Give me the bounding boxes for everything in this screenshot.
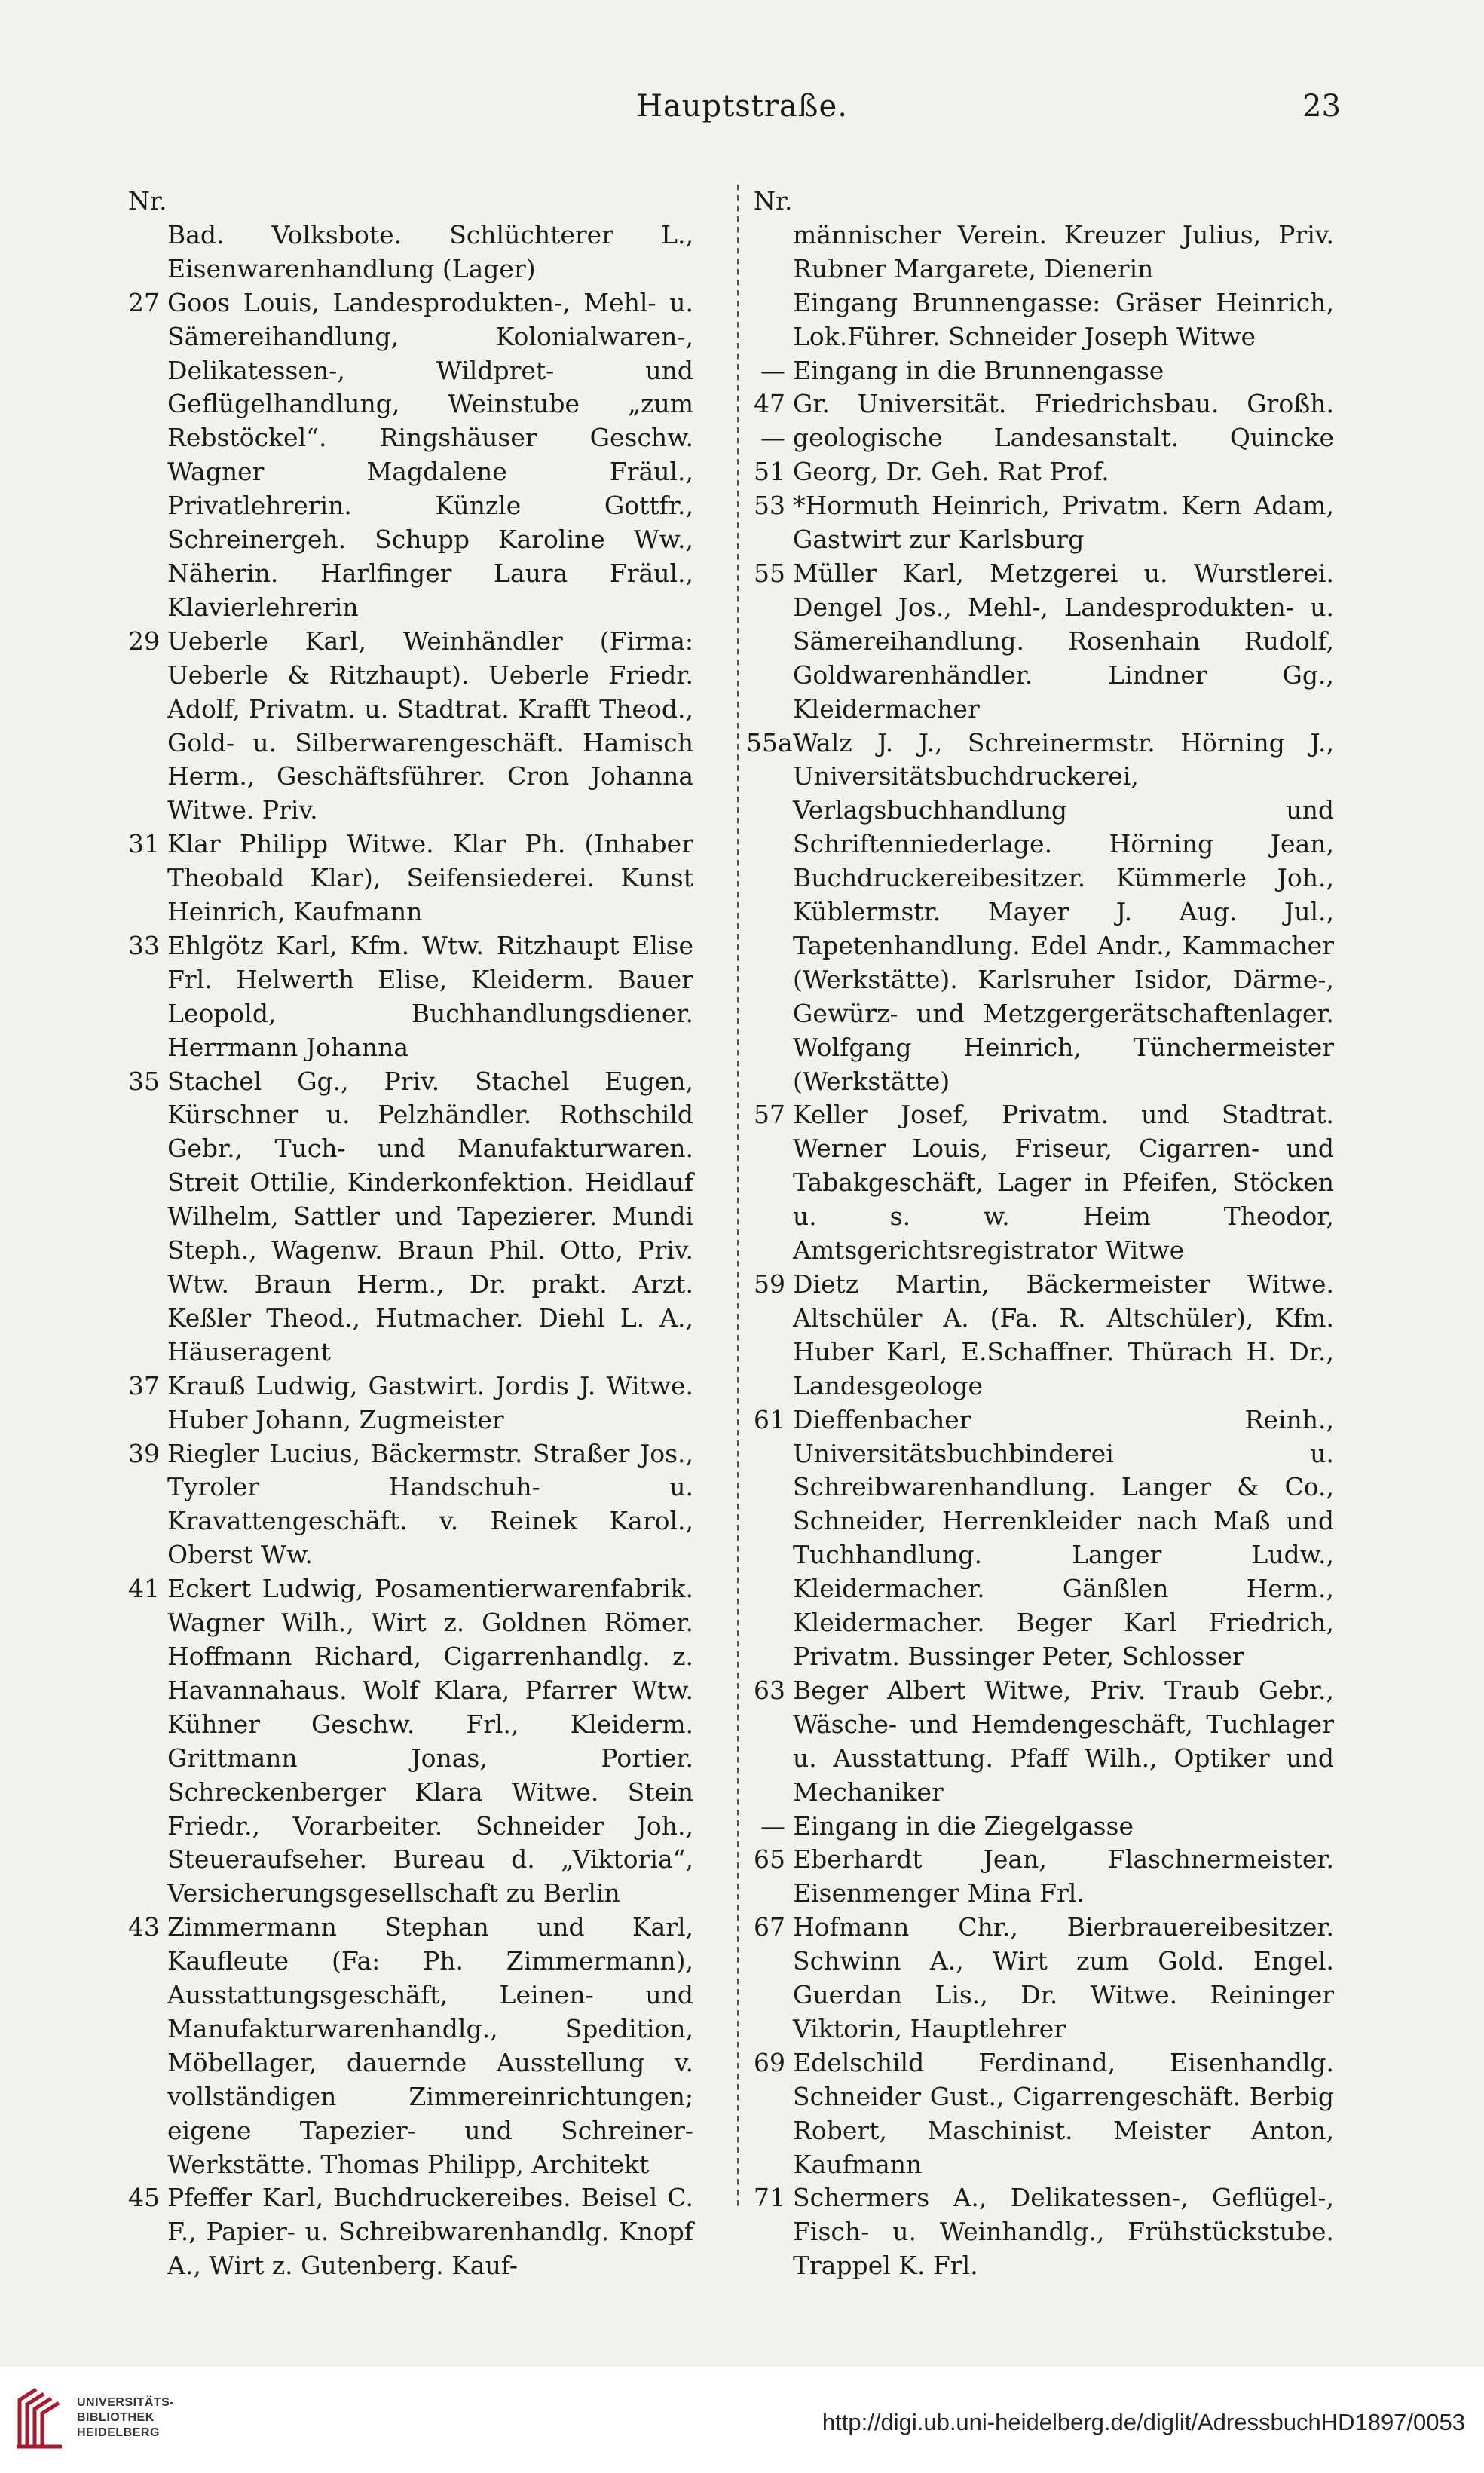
address-entry: [746, 219, 1334, 286]
column-divider: [737, 185, 739, 2208]
address-entry: [746, 387, 1334, 489]
resident-list: Eckert Ludwig, Posamentierwarenfabrik. Wagner Wilh., Wirt z. Goldnen Römer. Hoffmann Richard, Cigarrenhandlg. z. Havannahaus. Wolf Klara, Pfarrer Wtw. Kühner Geschw. Frl., Kleiderm. Grittmann Jonas, Portier. Schreckenberger Klara Witwe. Stein Friedr., Vorarbeiter. Schneider Joh., Steueraufseher. Bureau d. „Viktoria“, Versicherungsgesellschaft zu Berlin: [167, 1574, 693, 1908]
address-entry: [746, 1843, 1334, 1911]
library-name-line: UNIVERSITÄTS-: [77, 2396, 175, 2409]
resident-list: Beger Albert Witwe, Priv. Traub Gebr., Wäsche- und Hemdengeschäft, Tuchlager u. Ausstattung. Pfaff Wilh., Optiker und Mechaniker: [793, 1675, 1334, 1807]
resident-list: Gr. Universität. Friedrichsbau. Großh. geologische Landesanstalt. Quincke Georg, Dr. Geh. Rat Prof.: [793, 389, 1334, 487]
column-heading: Nr.: [754, 186, 793, 216]
address-entry: [746, 727, 1334, 1099]
address-entry: [746, 1674, 1334, 1810]
house-number: 69: [754, 2047, 785, 2077]
resident-list: Ehlgötz Karl, Kfm. Wtw. Ritzhaupt Elise Frl. Helwerth Elise, Kleiderm. Bauer Leopold, Buchhandlungsdiener. Herrmann Johanna: [167, 930, 693, 1062]
house-number: 59: [754, 1269, 785, 1299]
address-entry: [746, 354, 1334, 388]
house-number: —: [760, 355, 785, 385]
address-entry: [121, 828, 693, 929]
house-number: 57: [754, 1100, 785, 1130]
house-number: —: [760, 1810, 785, 1841]
house-number: 47—51: [754, 389, 785, 487]
resident-list: Müller Karl, Metzgerei u. Wurstlerei. Dengel Jos., Mehl-, Landesprodukten- u. Sämereihandlung. Rosenhain Rudolf, Goldwarenhändler. Lindner Gg., Kleidermacher: [793, 558, 1334, 724]
resident-list: Walz J. J., Schreinermstr. Hörning J., Universitätsbuchdruckerei, Verlagsbuchhandlung und Schriftenniederlage. Hörning Jean, Buchdruckereibesitzer. Kümmerle Joh., Küblermstr. Mayer J. Aug. Jul., Tapetenhandlung. Edel Andr., Kammacher (Werkstätte). Karlsruher Isidor, Därme-, Gewürz- und Metzgergerätschaftenlager. Wolfgang Heinrich, Tünchermeister (Werkstätte): [793, 727, 1334, 1096]
address-entry: [746, 2046, 1334, 2182]
resident-list: Dietz Martin, Bäckermeister Witwe. Altschüler A. (Fa. R. Altschüler), Kfm. Huber Karl, E.Schaffner. Thürach H. Dr., Landesgeologe: [793, 1269, 1334, 1400]
house-number: 27: [128, 287, 160, 317]
address-entry: [121, 286, 693, 625]
resident-list: männischer Verein. Kreuzer Julius, Priv. Rubner Margarete, Dienerin: [793, 219, 1334, 283]
left-column: [121, 185, 693, 2283]
source-url-link[interactable]: http://digi.ub.uni-heidelberg.de/diglit/AdressbuchHD1897/0053: [822, 2409, 1465, 2435]
house-number: 45: [128, 2183, 160, 2213]
house-number: 67: [754, 1912, 785, 1942]
address-entry: [746, 1810, 1334, 1844]
address-entry: [121, 1065, 693, 1370]
resident-list: Riegler Lucius, Bäckermstr. Straßer Jos., Tyroler Handschuh- u. Kravattengeschäft. v. Reinek Karol., Oberst Ww.: [167, 1438, 693, 1570]
resident-list: Goos Louis, Landesprodukten-, Mehl- u. Sämereihandlung, Kolonialwaren-, Delikatessen-, Wildpret- und Geflügelhandlung, Weinstube „zum Rebstöckel“. Ringshäuser Geschw. Wagner Magdalene Fräul., Privatlehrerin. Künzle Gottfr., Schreinergeh. Schupp Karoline Ww., Näherin. Harlfinger Laura Fräul., Klavierlehrerin: [167, 287, 693, 622]
address-entry: [121, 625, 693, 828]
address-entry: [121, 1370, 693, 1437]
house-number: 53: [754, 491, 785, 521]
resident-list: Eberhardt Jean, Flaschnermeister. Eisenmenger Mina Frl.: [793, 1844, 1334, 1908]
house-number: 63: [754, 1675, 785, 1705]
address-entry: [746, 557, 1334, 727]
resident-list: Edelschild Ferdinand, Eisenhandlg. Schneider Gust., Cigarrengeschäft. Berbig Robert, Maschinist. Meister Anton, Kaufmann: [793, 2047, 1334, 2179]
address-entry: [746, 1268, 1334, 1403]
address-entry: [121, 1437, 693, 1573]
address-entry: [121, 1911, 693, 2181]
address-entry: [746, 2181, 1334, 2283]
house-number: 33: [128, 930, 160, 960]
resident-list: *Hormuth Heinrich, Privatm. Kern Adam, Gastwirt zur Karlsburg: [793, 491, 1334, 555]
library-name-line: HEIDELBERG: [77, 2426, 160, 2439]
resident-list: Dieffenbacher Reinh., Universitätsbuchbinderei u. Schreibwarenhandlung. Langer & Co., Schneider, Herrenkleider nach Maß und Tuchhandlung. Langer Ludw., Kleidermacher. Gänßlen Herm., Kleidermacher. Beger Karl Friedrich, Privatm. Bussinger Peter, Schlosser: [793, 1404, 1334, 1671]
address-entry: [121, 2181, 693, 2283]
address-entry: [746, 1403, 1334, 1674]
house-number: 43: [128, 1912, 160, 1942]
address-entry: [121, 1572, 693, 1911]
house-number: 55a: [746, 727, 793, 758]
resident-list: Eingang Brunnengasse: Gräser Heinrich, Lok.Führer. Schneider Joseph Witwe: [793, 287, 1334, 351]
house-number: 65: [754, 1844, 785, 1875]
house-number: 61: [754, 1404, 785, 1434]
resident-list: Stachel Gg., Priv. Stachel Eugen, Kürschner u. Pelzhändler. Rothschild Gebr., Tuch- und Manufakturwaren. Streit Ottilie, Kinderkonfektion. Heidlauf Wilhelm, Sattler und Tapezierer. Mundi Steph., Wagenw. Braun Phil. Otto, Priv. Wtw. Braun Herm., Dr. prakt. Arzt. Keßler Theod., Hutmacher. Diehl L. A., Häuseragent: [167, 1066, 693, 1367]
footer-bar: [0, 2367, 1484, 2473]
resident-list: Hofmann Chr., Bierbrauereibesitzer. Schwinn A., Wirt zum Gold. Engel. Guerdan Lis., Dr. Witwe. Reininger Viktorin, Hauptlehrer: [793, 1912, 1334, 2043]
address-entry: [746, 1098, 1334, 1268]
address-entry: [121, 219, 693, 286]
resident-list: Eingang in die Brunnengasse: [793, 355, 1164, 385]
house-number: 71: [754, 2183, 785, 2213]
street-title: Hauptstraße.: [636, 89, 848, 124]
resident-list: Klar Philipp Witwe. Klar Ph. (Inhaber Theobald Klar), Seifensiederei. Kunst Heinrich, Kaufmann: [167, 829, 693, 927]
library-logo[interactable]: [14, 2382, 210, 2457]
library-name: [77, 2395, 174, 2441]
resident-list: Schermers A., Delikatessen-, Geflügel-, Fisch- u. Weinhandlg., Frühstückstube. Trappel K. Frl.: [793, 2183, 1334, 2281]
house-number: 35: [128, 1066, 160, 1096]
page-number: 23: [1302, 89, 1341, 124]
house-number: 31: [128, 829, 160, 859]
address-entry: [746, 1911, 1334, 2046]
column-heading: Nr.: [128, 186, 167, 216]
house-number: 29: [128, 626, 160, 656]
resident-list: Zimmermann Stephan und Karl, Kaufleute (Fa: Ph. Zimmermann), Ausstattungsgeschäft, Leinen- und Manufakturwarenhandlg., Spedition, Möbellager, dauernde Ausstellung v. vollständigen Zimmereinrichtungen; eigene Tapezier- und Schreiner-Werkstätte. Thomas Philipp, Architekt: [167, 1912, 693, 2179]
right-column: [746, 185, 1334, 2283]
address-entry: [121, 929, 693, 1065]
resident-list: Eingang in die Ziegelgasse: [793, 1810, 1134, 1841]
resident-list: Pfeffer Karl, Buchdruckereibes. Beisel C. F., Papier- u. Schreibwarenhandlg. Knopf A., Wirt z. Gutenberg. Kauf-: [167, 2183, 693, 2281]
address-entry: [746, 286, 1334, 354]
page-header: [0, 89, 1484, 134]
resident-list: Bad. Volksbote. Schlüchterer L., Eisenwarenhandlung (Lager): [167, 219, 693, 283]
house-number: 37: [128, 1370, 160, 1400]
house-number: 39: [128, 1438, 160, 1468]
house-number: 41: [128, 1574, 160, 1604]
resident-list: Keller Josef, Privatm. und Stadtrat. Werner Louis, Friseur, Cigarren- und Tabakgeschäft, Lager in Pfeifen, Stöcken u. s. w. Heim Theodor, Amtsgerichtsregistrator Witwe: [793, 1100, 1334, 1266]
address-entry: [746, 489, 1334, 557]
resident-list: Ueberle Karl, Weinhändler (Firma: Ueberle & Ritzhaupt). Ueberle Friedr. Adolf, Privatm. u. Stadtrat. Krafft Theod., Gold- u. Silberwarengeschäft. Hamisch Herm., Geschäftsführer. Cron Johanna Witwe. Priv.: [167, 626, 693, 825]
resident-list: Krauß Ludwig, Gastwirt. Jordis J. Witwe. Huber Johann, Zugmeister: [167, 1370, 693, 1434]
library-name-line: BIBLIOTHEK: [77, 2411, 155, 2424]
library-emblem-icon: [14, 2385, 66, 2450]
house-number: 55: [754, 558, 785, 588]
